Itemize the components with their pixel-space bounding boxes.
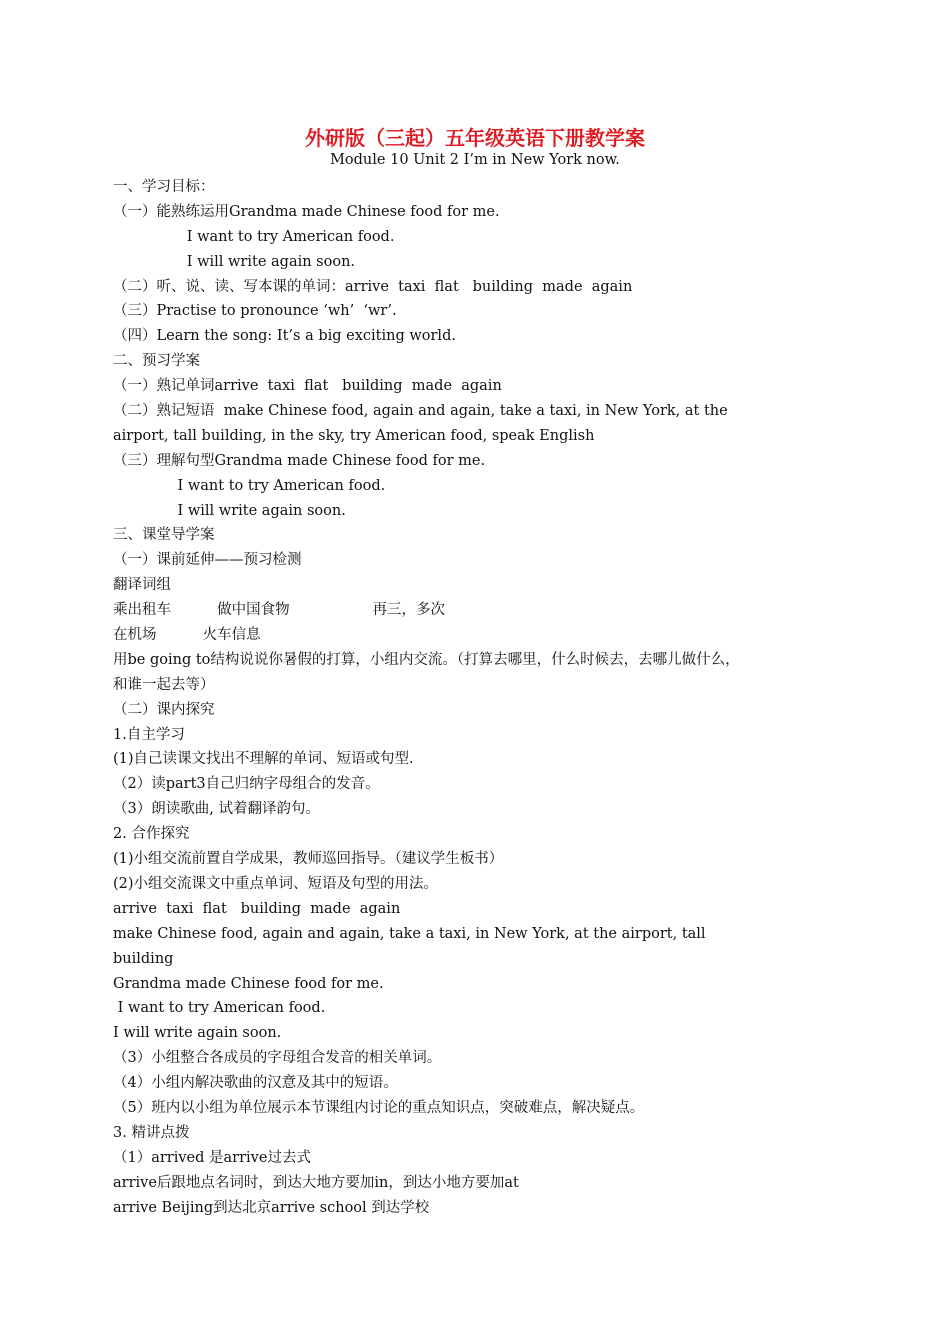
text-line: 和谁一起去等） [113, 676, 215, 693]
text-line: arrive taxi flat building made again [113, 900, 401, 917]
text-line: airport, tall building, in the sky, try American food, speak English [113, 427, 595, 444]
text-line: I want to try American food. [113, 477, 386, 494]
text-line: （一）能熟练运用Grandma made Chinese food for me. [113, 203, 500, 220]
document-title: 外研版（三起）五年级英语下册教学案 [305, 126, 645, 150]
text-line: Grandma made Chinese food for me. [113, 975, 384, 992]
text-line: building [113, 950, 174, 967]
text-line: （四）Learn the song: It’s a big exciting world. [113, 328, 456, 345]
text-line: (1)自己读课文找出不理解的单词、短语或句型. [113, 751, 414, 768]
text-line: arrive后跟地点名词时，到达大地方要加in，到达小地方要加at [113, 1174, 519, 1191]
document-body [113, 175, 843, 1220]
text-line: 翻译词组 [113, 577, 171, 594]
text-line: （一）熟记单词arrive taxi flat building made again [113, 378, 502, 395]
text-line: arrive Beijing到达北京arrive school 到达学校 [113, 1199, 430, 1216]
text-line: I will write again soon. [113, 502, 346, 519]
text-line: （1）arrived 是arrive过去式 [113, 1149, 311, 1166]
text-line: （二）听、说、读、写本课的单词：arrive taxi flat building made again [113, 278, 633, 295]
text-line: 乘出租车 做中国食物 再三，多次 [113, 602, 446, 619]
text-line: （二）课内探究 [113, 701, 215, 718]
text-line: make Chinese food, again and again, take a taxi, in New York, at the airport, tall [113, 925, 706, 942]
text-line: I will write again soon. [113, 253, 356, 270]
text-line: （3）朗读歌曲, 试着翻译韵句。 [113, 801, 320, 818]
text-line: I want to try American food. [113, 1000, 326, 1017]
text-line: （二）熟记短语 make Chinese food, again and again, take a taxi, in New York, at the [113, 403, 728, 420]
text-line: （5）班内以小组为单位展示本节课组内讨论的重点知识点，突破难点，解决疑点。 [113, 1099, 645, 1116]
text-line: (1)小组交流前置自学成果，教师巡回指导。（建议学生板书） [113, 851, 504, 868]
document-subtitle: Module 10 Unit 2 I’m in New York now. [330, 152, 620, 168]
text-line: （一）课前延伸——预习检测 [113, 552, 302, 569]
text-line: （4）小组内解决歌曲的汉意及其中的短语。 [113, 1075, 398, 1092]
text-line: （3）小组整合各成员的字母组合发音的相关单词。 [113, 1050, 442, 1067]
text-line: （三）理解句型Grandma made Chinese food for me. [113, 452, 486, 469]
text-line: 三、课堂导学案 [113, 527, 215, 544]
text-line: （2）读part3自己归纳字母组合的发音。 [113, 776, 380, 793]
text-line: 3. 精讲点拨 [113, 1124, 190, 1141]
text-line: （三）Practise to pronounce ‘wh’ ‘wr’. [113, 303, 397, 320]
text-line: I want to try American food. [113, 228, 395, 245]
text-line: 2. 合作探究 [113, 826, 190, 843]
text-line: 二、预习学案 [113, 353, 200, 370]
text-line: I will write again soon. [113, 1025, 282, 1042]
text-line: (2)小组交流课文中重点单词、短语及句型的用法。 [113, 875, 439, 892]
text-line: 在机场 火车信息 [113, 627, 261, 644]
text-line: 1.自主学习 [113, 726, 185, 743]
text-line: 用be going to结构说说你暑假的打算，小组内交流。（打算去哪里，什么时候去，去哪儿做什么， [113, 651, 740, 668]
text-line: 一、学习目标： [113, 179, 215, 195]
